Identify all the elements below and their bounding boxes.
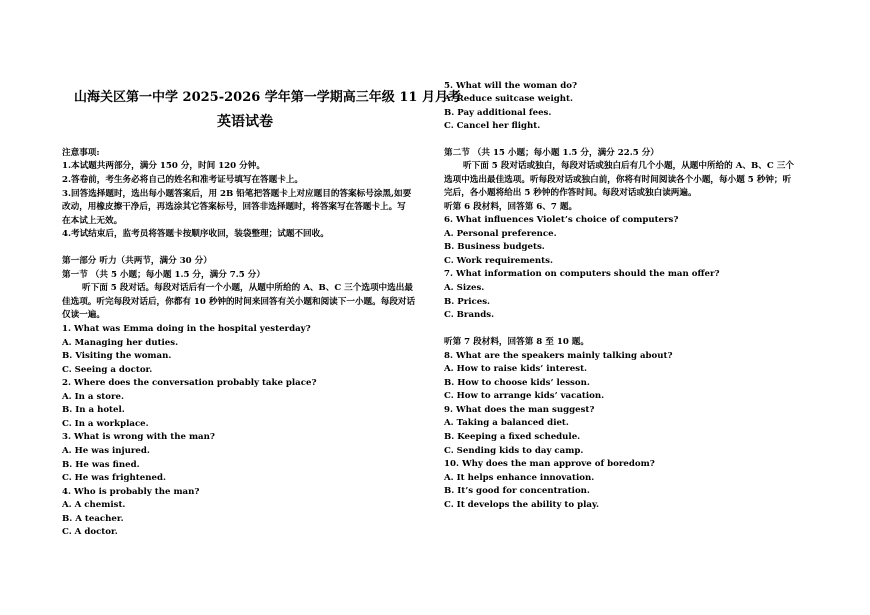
option-line: A. It helps enhance innovation.	[444, 473, 595, 483]
question-line: 4. Who is probably the man?	[62, 487, 200, 497]
option-line: C. Brands.	[444, 310, 495, 320]
note-line: 1.本试题共两部分，满分 150 分，时间 120 分钟。	[62, 161, 265, 171]
option-line: C. Seeing a doctor.	[62, 365, 153, 375]
section1-instruction: 仅读一遍。	[62, 310, 105, 320]
section2-heading: 第二节 （共 15 小题；每小题 1.5 分，满分 22.5 分）	[444, 148, 659, 158]
option-line: A. Sizes.	[444, 283, 485, 293]
option-line: B. Keeping a fixed schedule.	[444, 432, 581, 442]
part1-heading: 第一部分 听力（共两节，满分 30 分）	[62, 256, 212, 266]
section1-heading: 第一节 （共 5 小题；每小题 1.5 分，满分 7.5 分）	[62, 270, 265, 280]
question-line: 2. Where does the conversation probably take place?	[62, 378, 317, 388]
note-line: 4.考试结束后，监考员将答题卡按顺序收回，装袋整理；试题不回收。	[62, 229, 329, 239]
question-line: 7. What information on computers should the man offer?	[444, 269, 720, 279]
section1-instruction: 佳选项。听完每段对话后，你都有 10 秒钟的时间来回答有关小题和阅读下一小题。每段对话	[62, 297, 416, 307]
note-line: 2.答卷前，考生务必将自己的姓名和准考证号填写在答题卡上。	[62, 175, 304, 185]
option-line: B. Business budgets.	[444, 242, 545, 252]
note-line: 在本试上无效。	[62, 216, 123, 226]
section2-instruction: 选项中选出最佳选项。听每段对话或独白前，你将有时间阅读各个小题，每小题 5 秒钟；听	[444, 175, 792, 185]
material-heading: 听第 6 段材料，回答第 6、7 题。	[444, 202, 578, 212]
option-line: B. It’s good for concentration.	[444, 486, 590, 496]
option-line: B. How to choose kids’ lesson.	[444, 378, 590, 388]
subject-title: 英语试卷	[217, 114, 273, 130]
option-line: B. Visiting the woman.	[62, 351, 172, 361]
notes-heading: 注意事项:	[62, 148, 100, 158]
option-line: B. A teacher.	[62, 514, 124, 524]
option-line: C. Sending kids to day camp.	[444, 446, 584, 456]
question-line: 10. Why does the man approve of boredom?	[444, 459, 655, 469]
question-line: 5. What will the woman do?	[444, 81, 578, 91]
option-line: A. Personal preference.	[444, 229, 557, 239]
option-line: C. It develops the ability to play.	[444, 500, 599, 510]
question-line: 1. What was Emma doing in the hospital yesterday?	[62, 324, 311, 334]
section2-instruction: 听下面 5 段对话或独白，每段对话或独白后有几个小题，从题中所给的 A、B、C 三个	[463, 161, 794, 171]
option-line: C. In a workplace.	[62, 419, 149, 429]
option-line: A. How to raise kids’ interest.	[444, 364, 588, 374]
note-line: 3.回答选择题时，选出每小题答案后，用 2B 铅笔把答题卡上对应题目的答案标号涂黑,如要	[62, 189, 412, 199]
material-heading: 听第 7 段材料，回答第 8 至 10 题。	[444, 337, 589, 347]
question-line: 9. What does the man suggest?	[444, 405, 595, 415]
option-line: A. Managing her duties.	[62, 338, 179, 348]
exam-title: 山海关区第一中学 2025-2026 学年第一学期高三年级 11 月月考	[74, 90, 461, 105]
option-line: A. He was injured.	[62, 446, 150, 456]
option-line: A. A chemist.	[62, 500, 126, 510]
option-line: C. A doctor.	[62, 527, 118, 537]
question-line: 6. What influences Violet’s choice of computers?	[444, 215, 679, 225]
section2-instruction: 完后，各小题将给出 5 秒钟的作答时间。每段对话或独白读两遍。	[444, 188, 697, 198]
option-line: A. Reduce suitcase weight.	[444, 94, 573, 104]
question-line: 3. What is wrong with the man?	[62, 432, 215, 442]
option-line: C. Cancel her flight.	[444, 121, 541, 131]
option-line: C. He was frightened.	[62, 473, 166, 483]
option-line: A. Taking a balanced diet.	[444, 418, 569, 428]
option-line: B. Pay additional fees.	[444, 108, 552, 118]
question-line: 8. What are the speakers mainly talking about?	[444, 351, 673, 361]
option-line: C. Work requirements.	[444, 256, 553, 266]
option-line: C. How to arrange kids’ vacation.	[444, 391, 605, 401]
option-line: B. In a hotel.	[62, 405, 125, 415]
option-line: B. Prices.	[444, 297, 491, 307]
option-line: A. In a store.	[62, 392, 124, 402]
note-line: 改动，用橡皮擦干净后，再选涂其它答案标号，回答非选择题时，将答案写在答题卡上。写	[62, 202, 406, 212]
section1-instruction: 听下面 5 段对话。每段对话后有一个小题，从题中所给的 A、B、C 三个选项中选出最	[82, 283, 413, 293]
option-line: B. He was fined.	[62, 460, 140, 470]
